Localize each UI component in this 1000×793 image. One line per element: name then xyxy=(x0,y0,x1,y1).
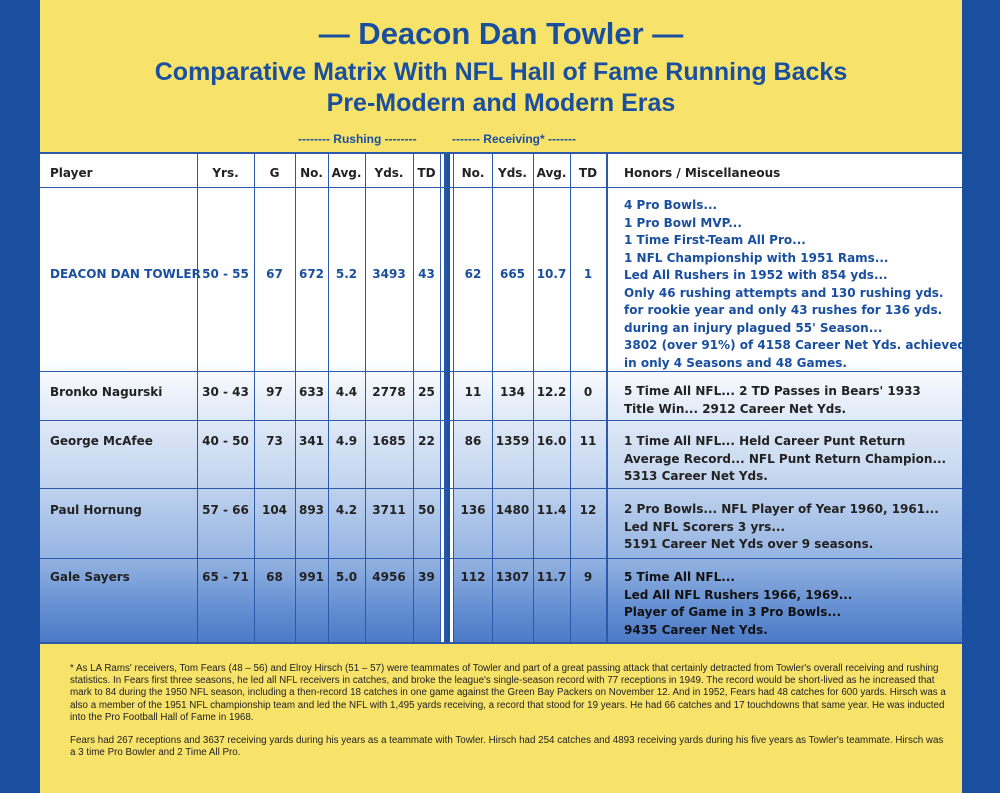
row-divider xyxy=(40,488,962,489)
games: 68 xyxy=(266,570,283,584)
honors-line: 5 Time All NFL... 2 TD Passes in Bears' 1933 xyxy=(624,384,921,398)
honors-notes xyxy=(624,501,939,554)
years: 65 - 71 xyxy=(202,570,249,584)
col-rec-avg: Avg. xyxy=(536,166,567,180)
honors-line: for rookie year and only 43 rushes for 136 yds. xyxy=(624,303,943,317)
rush-yds: 3493 xyxy=(372,267,406,281)
years: 50 - 55 xyxy=(202,267,249,281)
honors-line: 9435 Career Net Yds. xyxy=(624,622,768,637)
rec-no: 86 xyxy=(464,434,482,448)
honors-line: Average Record... NFL Punt Return Champion... xyxy=(624,451,947,466)
rec-avg: 10.7 xyxy=(536,267,567,281)
col-rush-no: No. xyxy=(300,166,323,180)
rec-avg: 12.2 xyxy=(536,385,567,399)
rush-yds: 3711 xyxy=(372,503,406,517)
rec-td: 12 xyxy=(579,503,597,517)
honors-line: 5191 Career Net Yds over 9 seasons. xyxy=(624,537,874,551)
footnote-paragraph: * As LA Rams' receivers, Tom Fears (48 – 56) and Elroy Hirsch (51 – 57) were teammates of Towler and part of a great passing attack that certainly detracted from Towler's overall receiving and rushing statistics. In Fears first three seasons, he led all NFL receivers in catches, and broke the league's single-season record with 77 receptions in 1949. The record would be short-lived as he increased that mark to 84 during the 1950 NFL season, including a then-record 18 catches in one game against the Green Bay Packers on November 12. And in 1952, Fears had 48 catches for 600 yards. Hirsch was a also a member of the 1951 NFL championship team and led the NFL with 1,495 yards receiving, a record that stood for 19 years. He had 66 catches and 17 touchdowns that same year. He was inducted into the Pro Football Hall of Fame in 1968. xyxy=(70,663,946,723)
honors-line: 5 Time All NFL... xyxy=(624,570,735,584)
page-subtitle-era: Pre-Modern and Modern Eras xyxy=(326,89,676,117)
rush-no: 893 xyxy=(298,503,325,517)
receiving-group-label: ------- Receiving* ------- xyxy=(452,132,576,146)
col-yrs: Yrs. xyxy=(212,166,239,180)
rush-avg: 4.9 xyxy=(335,434,358,448)
honors-notes xyxy=(624,197,966,372)
player-name: Gale Sayers xyxy=(50,570,130,584)
player-name: Paul Hornung xyxy=(50,503,142,517)
honors-line: 1 Pro Bowl MVP... xyxy=(624,215,742,230)
honors-line: in only 4 Seasons and 48 Games. xyxy=(624,355,847,370)
rec-no: 136 xyxy=(460,503,486,517)
rec-yds: 1359 xyxy=(495,434,530,448)
footnote xyxy=(70,663,950,770)
col-player: Player xyxy=(50,166,93,180)
honors-notes xyxy=(624,383,921,418)
honors-line: 2 Pro Bowls... NFL Player of Year 1960, 1961... xyxy=(624,502,939,516)
honors-line: during an injury plagued 55' Season... xyxy=(624,320,883,335)
honors-notes xyxy=(624,433,946,486)
honors-line: Led All Rushers in 1952 with 854 yds... xyxy=(624,268,888,282)
honors-line: Led All NFL Rushers 1966, 1969... xyxy=(624,587,853,602)
column-divider xyxy=(607,154,608,642)
row-divider xyxy=(40,187,962,188)
rushing-receiving-separator xyxy=(440,154,454,642)
honors-line: 1 NFL Championship with 1951 Rams... xyxy=(624,250,889,265)
col-rush-avg: Avg. xyxy=(331,166,362,180)
rec-yds: 134 xyxy=(499,385,526,399)
column-divider xyxy=(606,154,607,642)
games: 73 xyxy=(266,434,283,448)
col-rush-td: TD xyxy=(417,166,436,180)
rush-avg: 4.4 xyxy=(335,385,358,399)
col-rec-yds: Yds. xyxy=(498,166,527,180)
header xyxy=(40,0,962,152)
games: 104 xyxy=(261,503,288,517)
row-divider xyxy=(40,558,962,559)
rushing-group-label: -------- Rushing -------- xyxy=(298,132,417,146)
honors-line: 4 Pro Bowls... xyxy=(624,198,718,212)
honors-line: Led NFL Scorers 3 yrs... xyxy=(624,519,785,534)
comparison-table xyxy=(40,152,966,644)
rec-avg: 11.7 xyxy=(536,570,567,584)
rec-td: 11 xyxy=(579,434,597,448)
col-honors: Honors / Miscellaneous xyxy=(624,166,781,180)
games: 67 xyxy=(266,267,283,281)
honors-line: 1 Time First-Team All Pro... xyxy=(624,233,806,247)
honors-line: 3802 (over 91%) of 4158 Career Net Yds. achieved xyxy=(624,338,966,352)
rush-yds: 1685 xyxy=(372,434,406,448)
rush-td: 39 xyxy=(418,570,435,584)
rec-td: 9 xyxy=(583,570,593,584)
col-rush-yds: Yds. xyxy=(374,166,404,180)
honors-line: 1 Time All NFL... Held Career Punt Return xyxy=(624,434,906,448)
rush-no: 991 xyxy=(298,570,325,584)
games: 97 xyxy=(266,385,283,399)
rec-yds: 1307 xyxy=(495,570,530,584)
player-name: DEACON DAN TOWLER xyxy=(50,267,201,281)
col-rec-no: No. xyxy=(461,166,485,180)
rush-td: 50 xyxy=(418,503,435,517)
honors-line: Title Win... 2912 Career Net Yds. xyxy=(624,401,847,416)
player-name: Bronko Nagurski xyxy=(50,385,163,399)
years: 40 - 50 xyxy=(202,434,249,448)
rec-yds: 1480 xyxy=(495,503,530,517)
rush-td: 43 xyxy=(418,267,435,281)
page-subtitle: Comparative Matrix With NFL Hall of Fame Running Backs xyxy=(154,58,848,86)
rush-avg: 5.2 xyxy=(335,267,358,281)
honors-line: Only 46 rushing attempts and 130 rushing yds. xyxy=(624,285,944,300)
rec-no: 112 xyxy=(460,570,486,584)
honors-line: 5313 Career Net Yds. xyxy=(624,469,768,483)
rush-no: 341 xyxy=(298,434,325,448)
rush-yds: 4956 xyxy=(372,570,406,584)
content-panel xyxy=(40,0,966,793)
col-rec-td: TD xyxy=(578,166,598,180)
rush-no: 633 xyxy=(298,385,325,399)
col-games: G xyxy=(269,166,280,180)
rec-avg: 16.0 xyxy=(536,434,567,448)
page-title: — Deacon Dan Towler — xyxy=(318,16,684,51)
honors-notes xyxy=(624,569,852,639)
footnote-paragraph: Fears had 267 receptions and 3637 receiving yards during his years as a teammate with Towler. Hirsch had 254 catches and 4893 receiving yards during his five years as Towler's teammate. Hirsch was a 3 time Pro Bowler and 2 Time All Pro. xyxy=(70,735,944,759)
honors-line: Player of Game in 3 Pro Bowls... xyxy=(624,605,842,619)
rec-yds: 665 xyxy=(499,267,526,281)
rush-td: 22 xyxy=(418,434,435,448)
rec-avg: 11.4 xyxy=(536,503,567,517)
rec-td: 0 xyxy=(583,385,593,399)
rush-yds: 2778 xyxy=(372,385,406,399)
rec-no: 11 xyxy=(464,385,482,399)
rec-td: 1 xyxy=(583,267,593,281)
rush-no: 672 xyxy=(298,267,325,281)
player-name: George McAfee xyxy=(50,434,153,448)
rec-no: 62 xyxy=(464,267,482,281)
row-divider xyxy=(40,420,962,421)
rush-avg: 4.2 xyxy=(335,503,358,517)
rush-td: 25 xyxy=(418,385,435,399)
years: 30 - 43 xyxy=(202,385,249,399)
rush-avg: 5.0 xyxy=(335,570,358,584)
years: 57 - 66 xyxy=(202,503,249,517)
